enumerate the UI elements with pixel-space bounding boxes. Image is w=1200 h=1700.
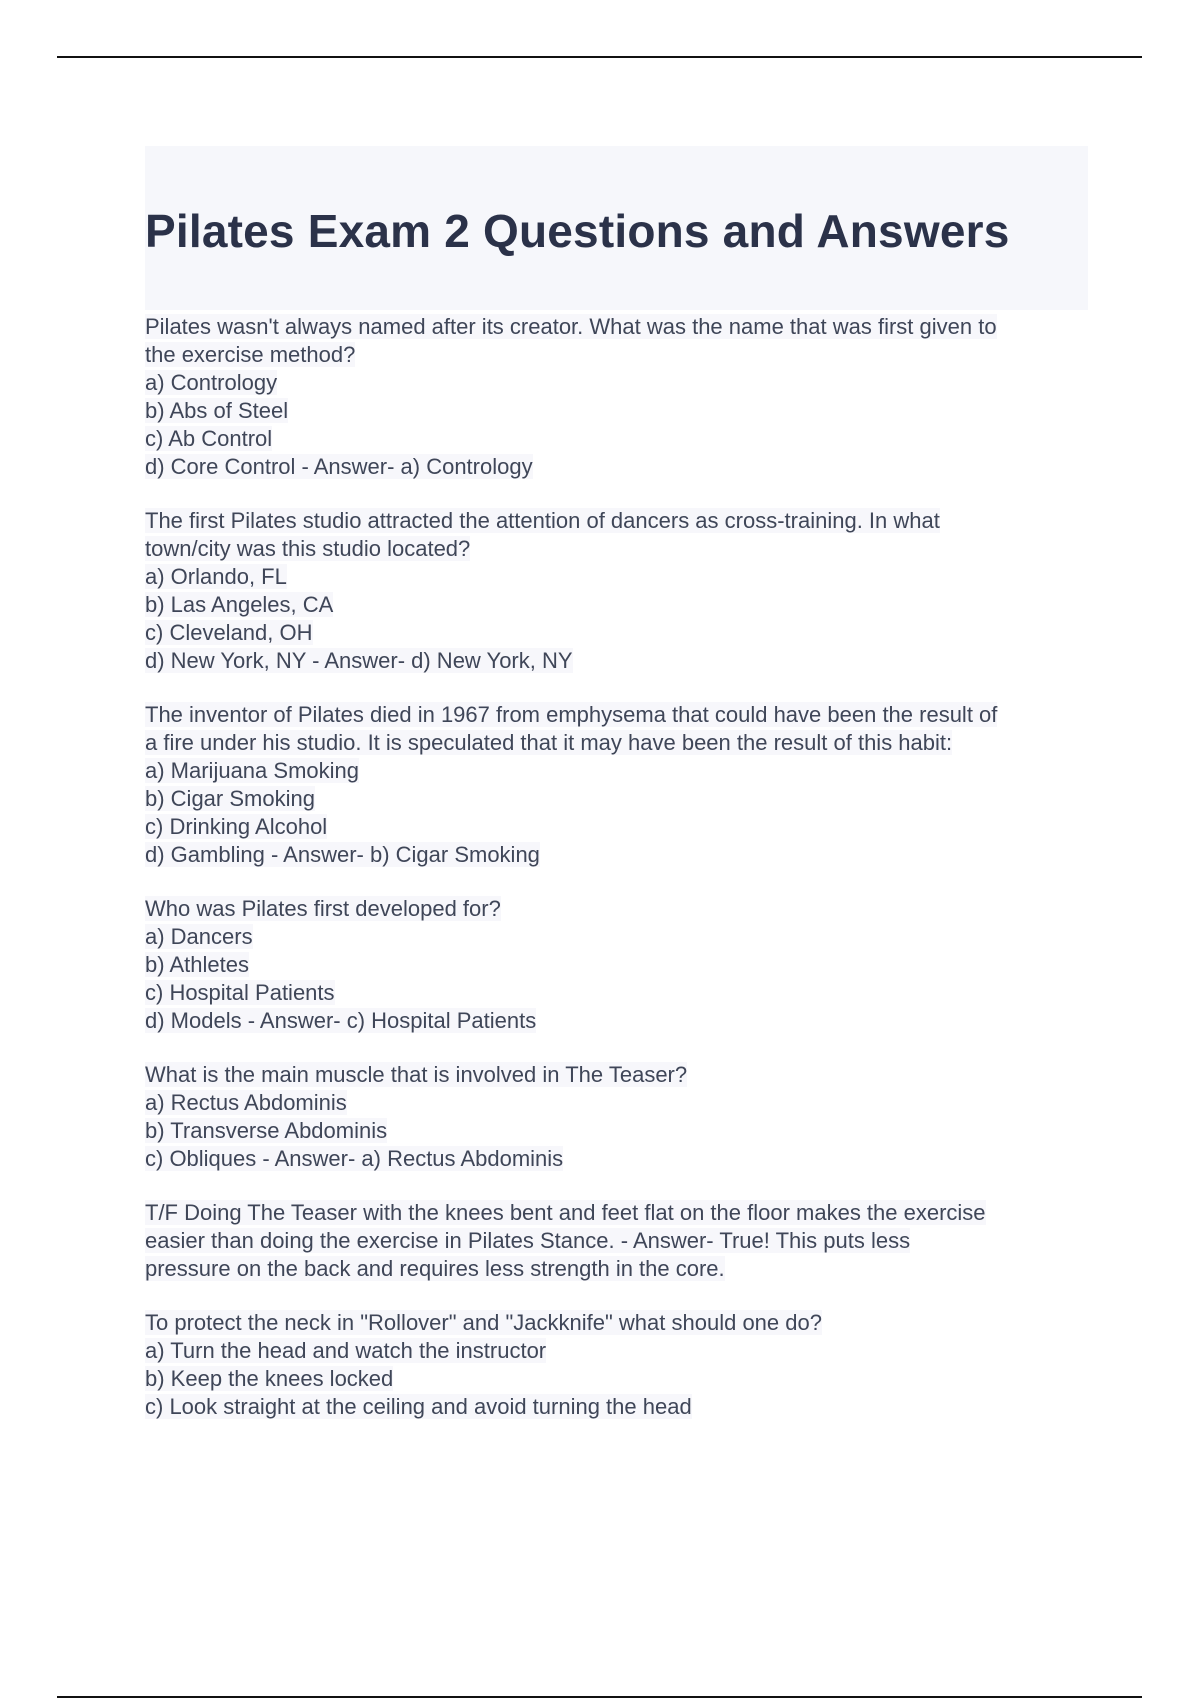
question-line-text: c) Look straight at the ceiling and avoid turning the head: [145, 1394, 692, 1419]
question-line: [145, 535, 1088, 563]
question-line-text: a) Dancers: [145, 924, 253, 949]
question-line: [145, 425, 1088, 453]
question-line: [145, 813, 1088, 841]
question-line: [145, 397, 1088, 425]
question-line: [145, 647, 1088, 675]
question-line: [145, 1365, 1088, 1393]
question-line-text: pressure on the back and requires less strength in the core.: [145, 1256, 725, 1281]
question-line-text: b) Las Angeles, CA: [145, 592, 334, 617]
question-line-text: the exercise method?: [145, 342, 356, 367]
question-block: [145, 507, 1088, 675]
question-line-text: To protect the neck in "Rollover" and "Jackknife" what should one do?: [145, 1310, 822, 1335]
question-line-text: a) Marijuana Smoking: [145, 758, 359, 783]
question-line: [145, 1089, 1088, 1117]
question-line-text: What is the main muscle that is involved in The Teaser?: [145, 1062, 688, 1087]
question-line-text: c) Hospital Patients: [145, 980, 335, 1005]
bottom-rule: [57, 1696, 1142, 1698]
question-line: [145, 895, 1088, 923]
question-line: [145, 757, 1088, 785]
question-line-text: d) Gambling - Answer- b) Cigar Smoking: [145, 842, 540, 867]
question-line-text: c) Cleveland, OH: [145, 620, 313, 645]
question-block: [145, 313, 1088, 481]
question-line-text: b) Transverse Abdominis: [145, 1118, 388, 1143]
question-line-text: Who was Pilates first developed for?: [145, 896, 501, 921]
question-line-text: d) Models - Answer- c) Hospital Patients: [145, 1008, 537, 1033]
question-line: [145, 1337, 1088, 1365]
question-line-text: town/city was this studio located?: [145, 536, 471, 561]
question-line-text: T/F Doing The Teaser with the knees bent and feet flat on the floor makes the exercise: [145, 1200, 986, 1225]
question-line-text: b) Cigar Smoking: [145, 786, 315, 811]
question-block: [145, 1199, 1088, 1283]
question-line-text: b) Keep the knees locked: [145, 1366, 394, 1391]
question-line-text: d) New York, NY - Answer- d) New York, NY: [145, 648, 573, 673]
question-line: [145, 1061, 1088, 1089]
question-line: [145, 369, 1088, 397]
question-block: [145, 1309, 1088, 1421]
title-block: [145, 146, 1088, 310]
question-line: [145, 1117, 1088, 1145]
question-line-text: c) Ab Control: [145, 426, 273, 451]
question-line: [145, 1255, 1088, 1283]
question-line: [145, 1309, 1088, 1337]
question-line: [145, 923, 1088, 951]
question-block: [145, 1061, 1088, 1173]
question-list: [145, 313, 1088, 1421]
question-line: [145, 979, 1088, 1007]
question-line-text: easier than doing the exercise in Pilates Stance. - Answer- True! This puts less: [145, 1228, 911, 1253]
question-line: [145, 729, 1088, 757]
question-line: [145, 785, 1088, 813]
question-line-text: a) Contrology: [145, 370, 278, 395]
question-line: [145, 313, 1088, 341]
question-line: [145, 619, 1088, 647]
question-line-text: c) Drinking Alcohol: [145, 814, 328, 839]
question-line: [145, 1007, 1088, 1035]
question-line: [145, 1199, 1088, 1227]
question-line-text: b) Athletes: [145, 952, 249, 977]
question-line: [145, 1393, 1088, 1421]
document-body: [145, 146, 1088, 1447]
question-line-text: a) Orlando, FL: [145, 564, 287, 589]
question-line: [145, 341, 1088, 369]
question-line: [145, 1145, 1088, 1173]
question-line-text: c) Obliques - Answer- a) Rectus Abdominis: [145, 1146, 564, 1171]
question-line-text: b) Abs of Steel: [145, 398, 289, 423]
question-line-text: Pilates wasn't always named after its creator. What was the name that was first given to: [145, 314, 997, 339]
question-line: [145, 563, 1088, 591]
document-title: Pilates Exam 2 Questions and Answers: [145, 205, 1010, 257]
question-line: [145, 951, 1088, 979]
question-line-text: a) Turn the head and watch the instructor: [145, 1338, 547, 1363]
question-block: [145, 895, 1088, 1035]
question-line-text: a fire under his studio. It is speculated that it may have been the result of this habit:: [145, 730, 953, 755]
question-line: [145, 591, 1088, 619]
question-line-text: The inventor of Pilates died in 1967 from emphysema that could have been the result of: [145, 702, 998, 727]
top-rule: [57, 56, 1142, 58]
question-line: [145, 841, 1088, 869]
question-line: [145, 453, 1088, 481]
question-line-text: d) Core Control - Answer- a) Contrology: [145, 454, 533, 479]
question-line-text: a) Rectus Abdominis: [145, 1090, 347, 1115]
question-line: [145, 701, 1088, 729]
question-line: [145, 507, 1088, 535]
question-block: [145, 701, 1088, 869]
question-line-text: The first Pilates studio attracted the attention of dancers as cross-training. In what: [145, 508, 940, 533]
question-line: [145, 1227, 1088, 1255]
